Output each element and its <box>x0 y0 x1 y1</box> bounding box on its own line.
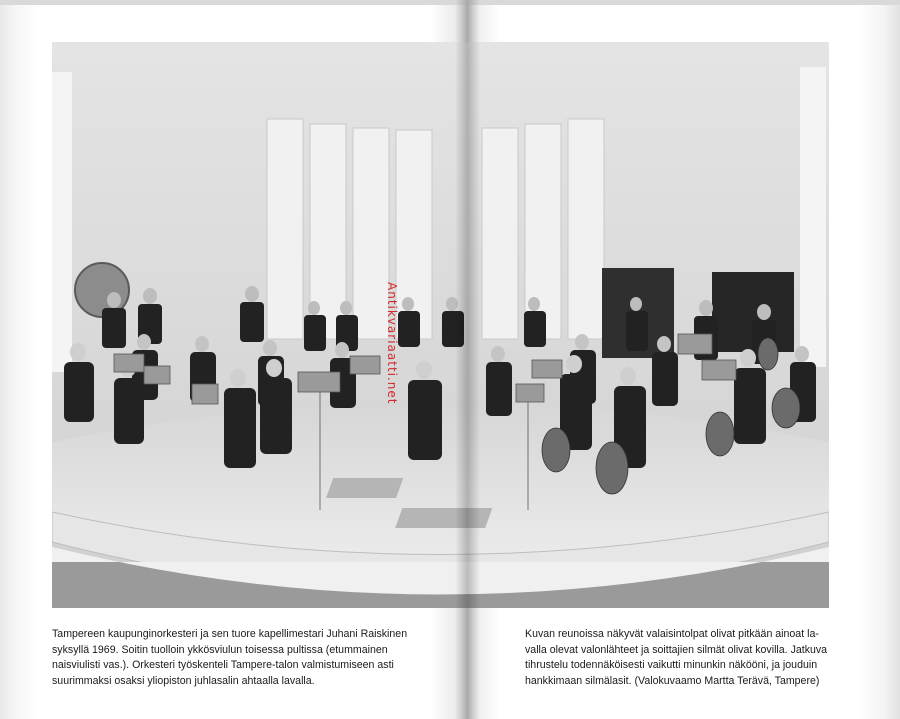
caption-right-line: hankkimaan silmälasit. (Valokuvaamo Martta Terävä, Tampere) <box>525 674 820 687</box>
caption-left-line: naisviulisti vas.). Orkesteri työskenteli Tampere-talon valmistumiseen asti <box>52 659 394 671</box>
caption-right <box>525 627 845 689</box>
caption-left <box>52 627 432 689</box>
page-top-edge <box>0 0 900 5</box>
caption-left-line: suurimmaksi osaksi yliopiston juhlasalin ahtaalla lavalla. <box>52 674 315 687</box>
watermark-text: Antikvariaatti.net <box>385 282 399 405</box>
caption-left-line: syksyllä 1969. Soitin tuolloin ykkösviulun toisessa pultissa (etummainen <box>52 643 388 656</box>
caption-left-line: Tampereen kaupunginorkesteri ja sen tuore kapellimestari Juhani Raiskinen <box>52 628 408 640</box>
caption-right-line: tihrustelu todennäköisesti vaikutti minunkin näkööni, ja jouduin <box>525 659 818 671</box>
caption-right-line: Kuvan reunoissa näkyvät valaisintolpat olivat pitkään ainoat la- <box>525 628 819 640</box>
caption-right-line: valla olevat valonlähteet ja soittajien silmät olivat kovilla. Jatkuva <box>525 643 828 656</box>
orchestra-photograph <box>52 42 829 608</box>
